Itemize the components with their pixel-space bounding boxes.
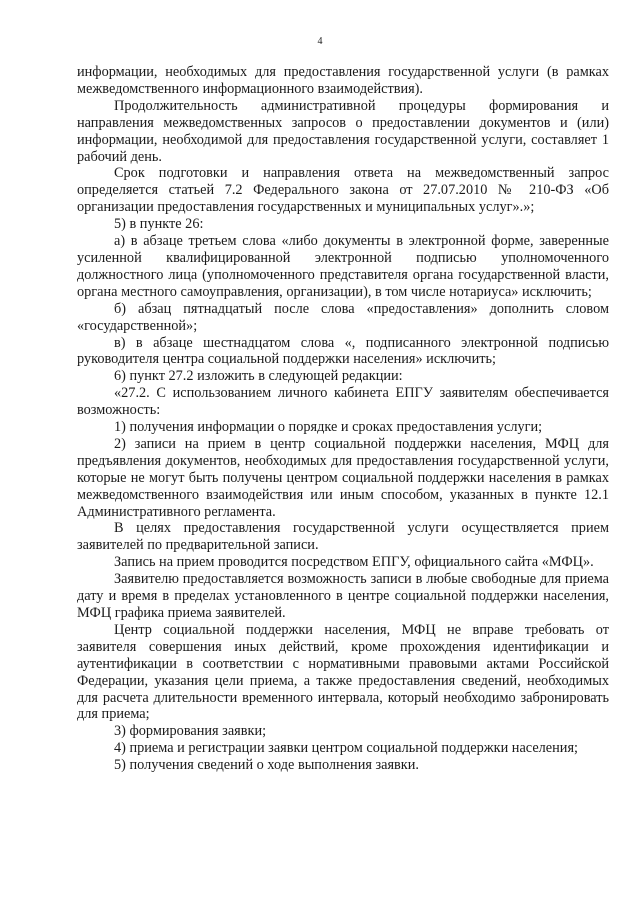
list-item: 4) приема и регистрации заявки центром социальной поддержки населения; — [114, 740, 578, 757]
list-item: 6) пункт 27.2 изложить в следующей редакции: — [114, 368, 403, 385]
list-item: а) в абзаце третьем слова «либо документы в электронной форме, заверенные усиленной квалифицированной электронной подписью уполномоченного должностного лица (уполномоченного представителя органа государственной власти, органа местного самоуправления, организации), в том числе нотариуса» исключить; — [77, 233, 609, 300]
paragraph: Центр социальной поддержки населения, МФЦ не вправе требовать от заявителя совершения иных действий, кроме прохождения идентификации и аутентификации в соответствии с нормативными правовыми актами Российской Федерации, указания цели приема, а также предоставления сведений, необходимых для расчета длительности временного интервала, который необходимо забронировать для приема; — [77, 621, 609, 723]
paragraph: Запись на прием проводится посредством ЕПГУ, официального сайта «МФЦ». — [114, 554, 594, 571]
document-body — [77, 64, 609, 774]
list-item: 2) записи на прием в центр социальной поддержки населения, МФЦ для предъявления документов, необходимых для предоставления государственной услуги, которые не могут быть получены центром социальной поддержки населения в рамках межведомственного взаимодействия или иным способом, указанных в пункте 12.1 Административного регламента. — [77, 435, 609, 520]
page-number: 4 — [317, 36, 323, 47]
list-item: в) в абзаце шестнадцатом слова «, подписанного электронной подписью руководителя центра социальной поддержки населения» исключить; — [77, 334, 609, 368]
list-item: 3) формирования заявки; — [114, 723, 267, 740]
paragraph: информации, необходимых для предоставления государственной услуги (в рамках межведомственного информационного взаимодействия). — [77, 64, 609, 97]
paragraph: «27.2. С использованием личного кабинета ЕПГУ заявителям обеспечивается возможность: — [77, 385, 609, 419]
list-item: 1) получения информации о порядке и сроках предоставления услуги; — [114, 419, 543, 436]
list-item: 5) получения сведений о ходе выполнения заявки. — [114, 757, 419, 774]
paragraph: Заявителю предоставляется возможность записи в любые свободные для приема дату и время в пределах установленного в центре социальной поддержки населения, МФЦ графика приема заявителей. — [77, 571, 609, 621]
paragraph: Срок подготовки и направления ответа на межведомственный запрос определяется статьей 7.2 Федерального закона от 27.07.2010 № 210-ФЗ «Об организации предоставления государственных и муниципальных услуг».»; — [77, 165, 609, 216]
paragraph: В целях предоставления государственной услуги осуществляется прием заявителей по предварительной записи. — [77, 520, 609, 554]
paragraph: Продолжительность административной процедуры формирования и направления межведомственных запросов о предоставлении документов и (или) информации, необходимой для предоставления государственной услуги, составляет 1 рабочий день. — [77, 97, 609, 165]
list-item: 5) в пункте 26: — [114, 216, 204, 233]
list-item: б) абзац пятнадцатый после слова «предоставления» дополнить словом «государственной»; — [77, 300, 609, 334]
